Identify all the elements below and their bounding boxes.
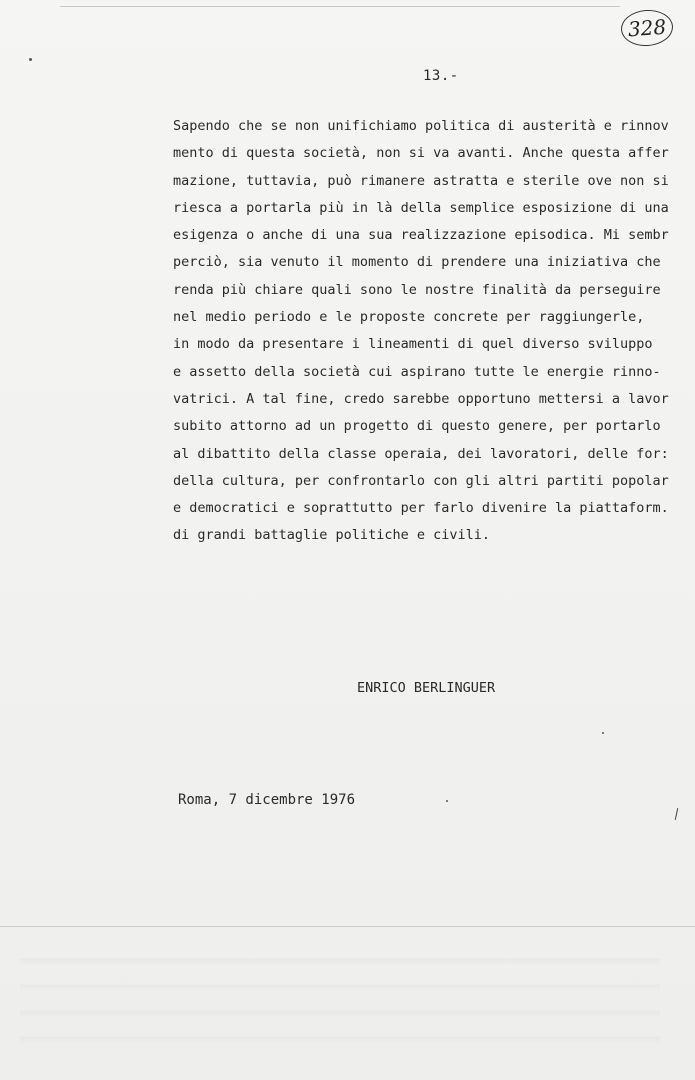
fold-line [0,926,695,927]
text-line: Sapendo che se non unifichiamo politica di austerità e rinnov [173,118,669,134]
body-paragraph [173,113,695,550]
text-line: della cultura, per confrontarlo con gli altri partiti popolar [173,472,669,489]
ink-speck [446,800,448,802]
stamp-number: 328 [627,14,667,42]
text-line: perciò, sia venuto il momento di prendere una iniziativa che [173,254,661,271]
text-line: mento di questa società, non si va avanti. Anche questa affer [173,145,669,162]
ink-speck [29,58,32,61]
text-line: nel medio periodo e le proposte concrete per raggiungerle, [173,309,645,326]
place-and-date: Roma, 7 dicembre 1976 [178,792,356,808]
author-signature: ENRICO BERLINGUER [357,680,496,696]
bleed-through-area [20,940,660,1060]
text-line: e democratici e soprattutto per farlo divenire la piattaform. [173,500,669,517]
text-line: in modo da presentare i lineamenti di quel diverso sviluppo [173,336,653,353]
text-line: e assetto della società cui aspirano tutte le energie rinno- [173,363,661,380]
pen-mark [675,808,678,820]
text-line: subito attorno ad un progetto di questo genere, per portarlo [173,418,661,435]
archive-number-stamp [620,8,674,48]
text-line: vatrici. A tal fine, credo sarebbe opportuno mettersi a lavor [173,390,669,407]
text-line: di grandi battaglie politiche e civili. [173,527,490,544]
text-line: mazione, tuttavia, può rimanere astratta e sterile ove non si [173,172,669,189]
page-number: 13.- [423,68,459,84]
text-line: renda più chiare quali sono le nostre finalità da perseguire [173,281,661,298]
text-line: al dibattito della classe operaia, dei lavoratori, delle for: [173,445,669,462]
ink-speck [602,732,604,734]
top-edge-line [60,6,620,7]
text-line: riesca a portarla più in là della semplice esposizione di una [173,199,669,216]
text-line: esigenza o anche di una sua realizzazione episodica. Mi sembr [173,227,669,244]
